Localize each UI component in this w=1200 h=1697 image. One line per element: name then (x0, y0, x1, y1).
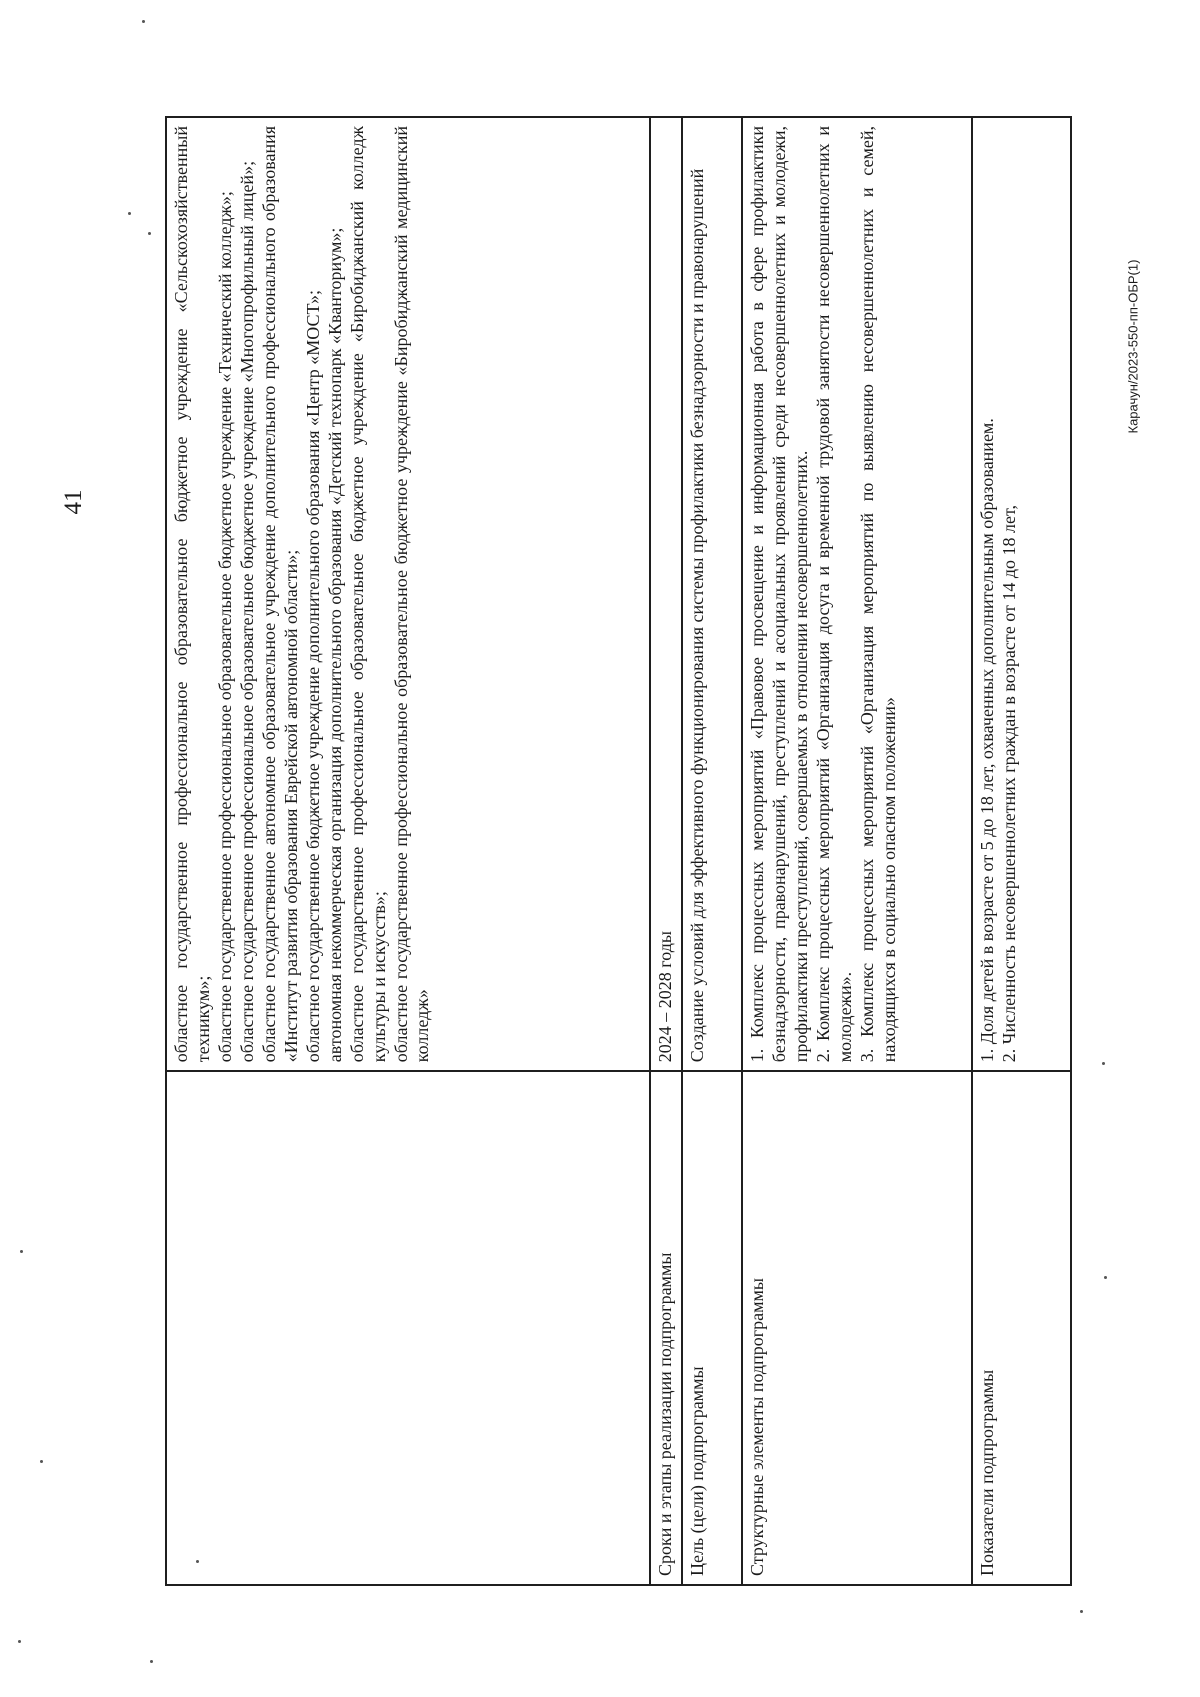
row-value (972, 117, 1071, 1071)
row-label: Показатели подпрограммы (972, 1071, 1071, 1585)
table-row-structural-elements (742, 117, 972, 1585)
row-label: Структурные элементы подпрограммы (742, 1071, 972, 1585)
row-value (742, 117, 972, 1071)
row-label: Цель (цели) подпрограммы (682, 1071, 742, 1585)
row-value (650, 117, 682, 1071)
row-label: Сроки и этапы реализации подпрограммы (650, 1071, 682, 1585)
table-row-goal (682, 117, 742, 1585)
page-number: 41 (60, 489, 87, 515)
indicators-text: 1. Доля детей в возрасте от 5 до 18 лет, охваченных дополнительным образованием. 2. Численность несовершеннолетних граждан в возрасте от 14 до 18 лет, (976, 418, 1019, 1063)
row-value (166, 117, 650, 1071)
terms-text: 2024 – 2028 годы (655, 931, 675, 1063)
table-row-indicators (972, 117, 1071, 1585)
table-row-executors (166, 117, 650, 1585)
row-value (682, 117, 742, 1071)
row-label (166, 1071, 650, 1585)
structural-elements-text: 1. Комплекс процессных мероприятий «Правовое просвещение и информационная работа в сфере профилактики безнадзорности, правонарушений, преступлений и асоциальных проявлений среди несовершеннолетних и молодежи, профилактики преступлений, совершаемых в отношении несовершеннолетних. 2. Комплекс процессных мероприятий «Организация досуга и временной трудовой занятости несовершеннолетних и молодежи». 3. Комплекс процессных мероприятий «Организация мероприятий по выявлению несовершеннолетних и семей, находящихся в социально опасном положении» (746, 126, 899, 1063)
rotated-table-container (165, 116, 1072, 1586)
executors-list: областное государственное профессиональное образовательное бюджетное учреждение «Сельскохозяйственный техникум»; областное государственное профессиональное образовательное бюджетное учреждение «Технический колледж»; областное государственное профессиональное образовательное бюджетное учреждение «Многопрофильный лицей»; областное государственное автономное образовательное учреждение дополнительного профессионального образования «Институт развития образования Еврейской автономной области»; областное государственное бюджетное учреждение дополнительного образования «Центр «МОСТ»; автономная некоммерческая организация дополнительного образования «Детский технопарк «Кванториум»; областное государственное профессиональное образовательное бюджетное учреждение «Биробиджанский колледж культуры и искусств»; областное государственное профессиональное образовательное бюджетное учреждение «Биробиджанский медицинский колледж» (171, 126, 433, 1063)
subprogram-passport-table (165, 116, 1072, 1586)
goal-text: Создание условий для эффективного функционирования системы профилактики безнадзорности и правонарушений (686, 168, 707, 1063)
footer-code: Карачун/2023-550-пп-ОБР(1) (1125, 259, 1141, 434)
table-row-terms (650, 117, 682, 1585)
